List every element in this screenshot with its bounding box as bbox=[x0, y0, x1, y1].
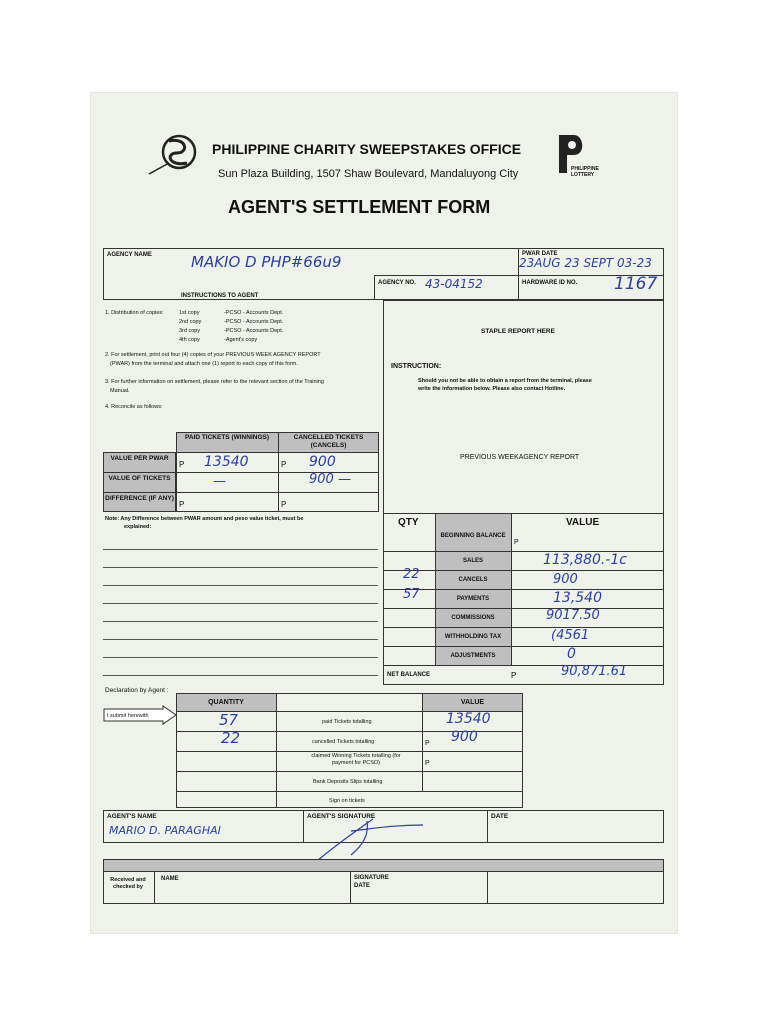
sign-on-tickets-label: Sign on tickets bbox=[329, 798, 365, 804]
agent-name-value: MARIO D. PARAGHAI bbox=[109, 824, 221, 837]
received-date-label: DATE bbox=[354, 883, 370, 889]
agent-signature-label: AGENT'S SIGNATURE bbox=[307, 813, 376, 820]
value-per-pwar-label: VALUE PER PWAR bbox=[110, 455, 169, 462]
commissions-value: 9017.50 bbox=[546, 608, 600, 623]
adjustments-label: ADJUSTMENTS bbox=[450, 653, 496, 659]
peso-sign: P bbox=[179, 460, 185, 469]
paid-tickets-qty: 57 bbox=[219, 711, 239, 729]
sales-label: SALES bbox=[462, 558, 483, 564]
copy-4-dest: -Agent's copy bbox=[224, 337, 258, 343]
pwar-report-title: PREVIOUS WEEKAGENCY REPORT bbox=[460, 454, 580, 461]
copy-2-dest: -PCSO - Accounts Dept. bbox=[224, 319, 284, 325]
staple-report-label: STAPLE REPORT HERE bbox=[481, 328, 555, 335]
declaration-qty-header: QUANTITY bbox=[208, 699, 244, 706]
peso-sign: P bbox=[511, 671, 517, 680]
hardware-id-value: 1167 bbox=[614, 274, 658, 294]
received-signature-label: SIGNATURE bbox=[354, 875, 389, 881]
submit-herewith-label: I submit herewith bbox=[107, 713, 149, 719]
received-checked-label: Received and checked by bbox=[110, 877, 146, 890]
peso-sign: P bbox=[179, 500, 185, 509]
org-address: Sun Plaza Building, 1507 Shaw Boulevard, Mandaluyong City bbox=[218, 168, 519, 180]
instruction-title: INSTRUCTION: bbox=[391, 363, 442, 370]
note-line1: Note: Any Difference between PWAR amount and peso value ticket, must be bbox=[105, 516, 304, 522]
instructions-title: INSTRUCTIONS TO AGENT bbox=[181, 293, 259, 299]
beginning-balance-label: BEGINNING BALANCE bbox=[440, 533, 506, 539]
copy-3-dest: -PCSO - Accounts Dept. bbox=[224, 328, 284, 334]
difference-label: DIFFERENCE (IF ANY) bbox=[105, 495, 174, 502]
paid-pwar-value: 13540 bbox=[204, 454, 249, 470]
copy-2: 2nd copy bbox=[179, 319, 202, 325]
declaration-label: Declaration by Agent : bbox=[105, 687, 169, 694]
hardware-id-label: HARDWARE ID NO. bbox=[522, 280, 578, 286]
paid-tickets-header: PAID TICKETS (WINNINGS) bbox=[184, 434, 269, 441]
paid-tickets-value: — bbox=[213, 474, 226, 489]
pwar-date-label: PWAR DATE bbox=[522, 251, 558, 257]
withholding-tax-value: (4561 bbox=[551, 628, 590, 643]
net-balance-label: NET BALANCE bbox=[387, 672, 430, 678]
value-of-tickets-label: VALUE OF TICKETS bbox=[108, 475, 171, 482]
agency-no-value: 43-04152 bbox=[425, 277, 483, 291]
cancelled-tickets-header: CANCELLED TICKETS (CANCELS) bbox=[293, 434, 364, 449]
org-name: PHILIPPINE CHARITY SWEEPSTAKES OFFICE bbox=[212, 141, 522, 157]
bank-deposit-label: Bank Deposits Slips totalling bbox=[313, 779, 383, 785]
adjustments-value: 0 bbox=[567, 646, 576, 662]
cancel-pwar-value: 900 bbox=[309, 454, 336, 470]
payments-label: PAYMENTS bbox=[456, 596, 490, 602]
paid-tickets-totalling-label: paid Tickets totalling bbox=[322, 719, 372, 725]
commissions-label: COMMISSIONS bbox=[451, 615, 495, 621]
instruction-2-line1: 2. For settlement, print out four (4) copies of your PREVIOUS WEEK AGENCY REPORT bbox=[105, 352, 321, 358]
distribution-label: 1. Distribution of copies: bbox=[105, 310, 164, 316]
peso-sign: P bbox=[425, 740, 430, 747]
payments-qty: 57 bbox=[403, 587, 420, 602]
instruction-3-line1: 3. For further information on settlement, please refer to the relevant section of the Training bbox=[105, 379, 324, 385]
cancel-tickets-value: 900 — bbox=[309, 472, 351, 487]
cancels-label: CANCELS bbox=[458, 577, 488, 583]
note-line2: explained: bbox=[124, 524, 152, 530]
form-title: AGENT'S SETTLEMENT FORM bbox=[228, 197, 491, 217]
agent-name-label: AGENT'S NAME bbox=[107, 813, 157, 820]
cancels-value: 900 bbox=[553, 572, 578, 587]
declaration-value-header: VALUE bbox=[460, 699, 485, 706]
pcso-logo bbox=[147, 129, 207, 179]
withholding-tax-label: WITHHOLDING TAX bbox=[444, 634, 502, 640]
qty-header: QTY bbox=[398, 517, 419, 528]
payments-value: 13,540 bbox=[553, 590, 602, 606]
staple-instruction-line2: write the information below. Please also contact Hotline. bbox=[418, 386, 566, 392]
pwar-date-value: 23AUG 23 SEPT 03-23 bbox=[519, 256, 652, 270]
peso-sign: P bbox=[281, 460, 287, 469]
peso-sign: P bbox=[281, 500, 287, 509]
sales-value: 113,880.-1c bbox=[543, 552, 627, 568]
copy-4: 4th copy bbox=[179, 337, 200, 343]
cancelled-tickets-total-value: 900 bbox=[451, 729, 478, 745]
instruction-2-line2: (PWAR) from the terminal and attach one (1) report to each copy of this form. bbox=[110, 361, 298, 367]
settlement-form-page bbox=[91, 93, 677, 933]
agency-no-label: AGENCY NO. bbox=[378, 280, 416, 286]
claimed-winning-label: claimed Winning Tickets totalling (for payment for PCSO) bbox=[311, 753, 401, 766]
cancels-qty: 22 bbox=[403, 567, 420, 582]
received-name-label: NAME bbox=[161, 876, 179, 882]
instruction-3-line2: Manual. bbox=[110, 388, 130, 394]
agency-name-value: MAKIO D PHP#66u9 bbox=[191, 253, 342, 271]
peso-sign: P bbox=[425, 760, 430, 767]
instruction-4: 4. Reconcile as follows: bbox=[105, 404, 163, 410]
copy-1: 1st copy bbox=[179, 310, 200, 316]
agency-name-label: AGENCY NAME bbox=[107, 252, 152, 258]
lottery-logo-text: PHILIPPINE LOTTERY bbox=[571, 166, 599, 178]
net-balance-value: 90,871.61 bbox=[561, 664, 628, 679]
value-header: VALUE bbox=[566, 517, 600, 528]
copy-1-dest: -PCSO - Accounts Dept. bbox=[224, 310, 284, 316]
peso-sign: P bbox=[514, 539, 519, 546]
staple-instruction-line1: Should you not be able to obtain a report from the terminal, please bbox=[418, 378, 592, 384]
paid-tickets-total-value: 13540 bbox=[446, 711, 491, 727]
cancelled-tickets-totalling-label: cancelled Tickets totalling bbox=[312, 739, 375, 745]
cancelled-tickets-qty: 22 bbox=[221, 729, 241, 747]
date-label: DATE bbox=[491, 813, 509, 820]
copy-3: 3rd copy bbox=[179, 328, 201, 334]
